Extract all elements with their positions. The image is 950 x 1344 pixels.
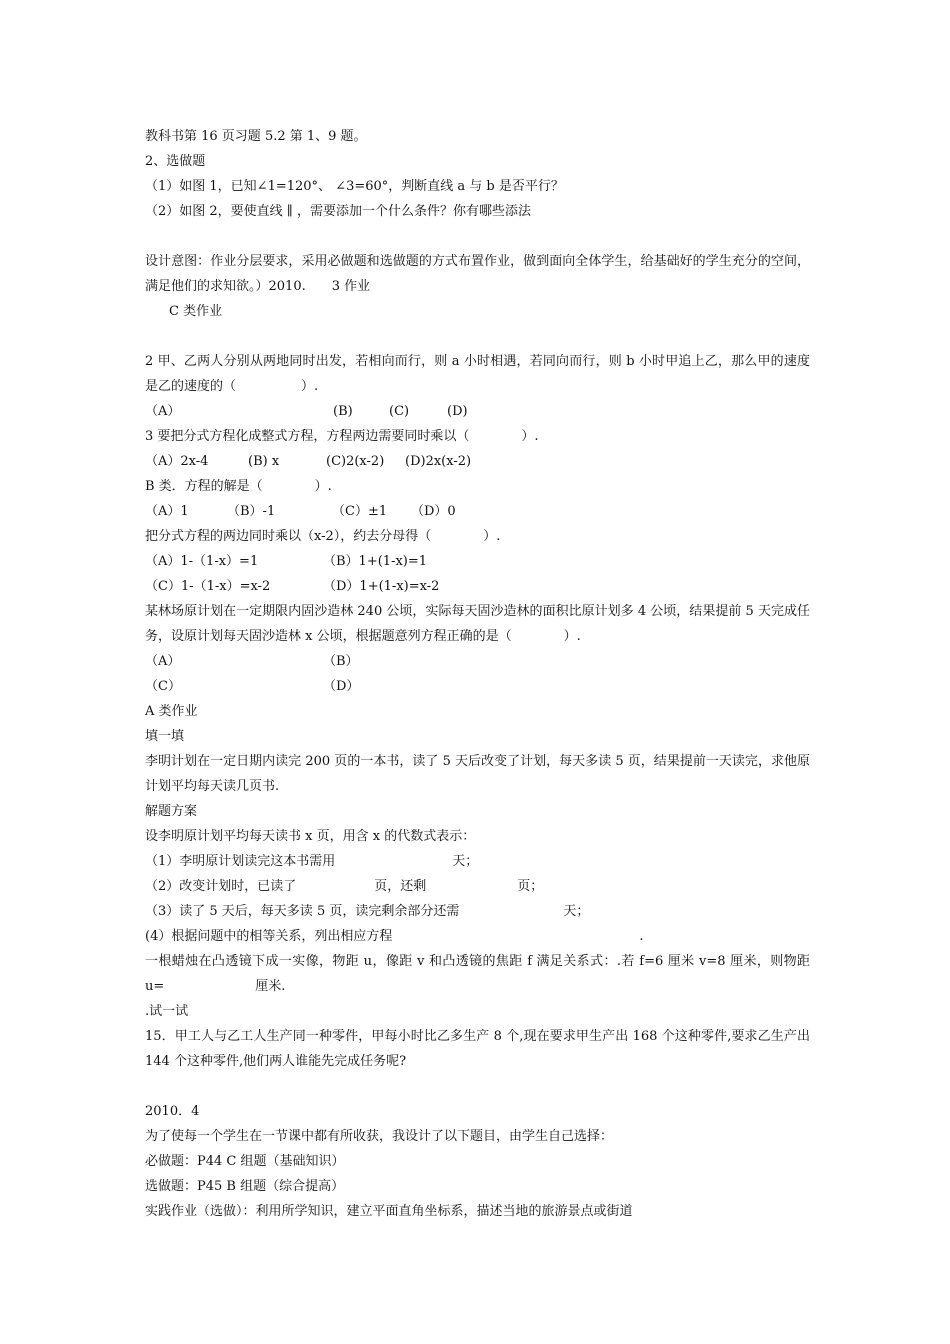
question-d-text: 某林场原计划在一定期限内固沙造林 240 公顷，实际每天固沙造林的面积比原计划多 4 公顷，结果提前 5 天完成任务，设原计划每天固沙造林 x 公顷，根据题意列方程正确的是（ ）.: [145, 604, 810, 644]
solution-plan-intro: 设李明原计划平均每天读书 x 页，用含 x 的代数式表示：: [145, 829, 476, 844]
question-2-options: [145, 399, 810, 424]
spacer: [145, 224, 810, 249]
option-d: （D）0: [411, 504, 456, 519]
question-15: 15．甲工人与乙工人生产同一种零件，甲每小时比乙多生产 8 个,现在要求甲生产出 168 个这种零件,要求乙生产出 144 个这种零件,他们两人谁能先完成任务呢?: [145, 1029, 810, 1069]
option-a: （A）: [145, 404, 181, 419]
question-b-options: [145, 499, 810, 524]
a-class-homework-heading: A 类作业: [145, 704, 198, 719]
optional-question-1: （1）如图 1，已知∠1=120°、 ∠3=60°，判断直线 a 与 b 是否平行？: [145, 179, 564, 194]
solution-plan-heading: 解题方案: [145, 804, 198, 819]
option-a: （A）: [145, 654, 181, 669]
spacer: [145, 1074, 810, 1099]
question-c-text: 把分式方程的两边同时乘以（x-2），约去分母得（ ）.: [145, 529, 501, 544]
question-c-options-row-1: [145, 549, 810, 574]
question-3-options: [145, 449, 810, 474]
question-b-text: B 类．方程的解是（ ）.: [145, 479, 332, 494]
question-c-options-row-2: [145, 574, 810, 599]
option-b: (B): [333, 404, 353, 419]
solution-step-4: (4）根据问题中的相等关系，列出相应方程 .: [145, 929, 644, 944]
option-d: (D)2x(x-2): [405, 454, 472, 469]
lens-problem: 一根蜡烛在凸透镜下成一实像，物距 u，像距 v 和凸透镜的焦距 f 满足关系式：.若 f=6 厘米 v=8 厘米，则物距 u= 厘米.: [145, 954, 810, 994]
solution-step-3: （3）读了 5 天后，每天多读 5 页，读完剩余部分还需 天；: [145, 904, 590, 919]
document-body: [145, 124, 810, 1224]
option-b: （B）1+(1-x)=1: [323, 554, 428, 569]
question-2-text: 2 甲、乙两人分别从两地同时出发，若相向而行，则 a 小时相遇，若同向而行，则 b 小时甲追上乙，那么甲的速度是乙的速度的（ ）.: [145, 354, 810, 394]
question-3-text: 3 要把分式方程化成整式方程，方程两边需要同时乘以（ ）.: [145, 429, 539, 444]
optional-question-2: （2）如图 2，要使直线 ∥ ，需要添加一个什么条件？你有哪些添法: [145, 204, 531, 219]
option-a: （A）1-（1-x）=1: [145, 554, 259, 569]
optional-questions-heading: 2、选做题: [145, 154, 206, 169]
option-a: （A）1: [145, 504, 189, 519]
required-questions: 必做题：P44 C 组题（基础知识）: [145, 1154, 345, 1169]
practice-homework: 实践作业（选做）：利用所学知识，建立平面直角坐标系，描述当地的旅游景点或街道: [145, 1204, 633, 1219]
li-ming-problem: 李明计划在一定日期内读完 200 页的一本书，读了 5 天后改变了计划，每天多读 5 页，结果提前一天读完，求他原计划平均每天读几页书.: [145, 754, 810, 794]
solution-step-2: （2）改变计划时，已读了 页，还剩 页；: [145, 879, 544, 894]
fill-in-heading: 填一填: [145, 729, 185, 744]
option-c: （C）1-（1-x）=x-2: [145, 579, 271, 594]
option-b: （B）-1: [227, 504, 276, 519]
option-b: （B）: [323, 654, 359, 669]
option-c: （C）±1: [332, 504, 388, 519]
spacer: [145, 324, 810, 349]
option-d: （D）1+(1-x)=x-2: [323, 579, 440, 594]
optional-questions: 选做题：P45 B 组题（综合提高）: [145, 1179, 345, 1194]
try-it-heading: .试一试: [145, 1004, 189, 1019]
option-d: （D）: [323, 679, 360, 694]
option-c: (C): [389, 404, 410, 419]
option-a: （A）2x-4: [145, 454, 209, 469]
solution-step-1: （1）李明原计划读完这本书需用 天；: [145, 854, 479, 869]
date-line: 2010．4: [145, 1104, 200, 1119]
option-c: （C）: [145, 679, 181, 694]
option-b: (B) x: [248, 454, 280, 469]
question-d-options-row-1: [145, 649, 810, 674]
option-d: (D): [447, 404, 468, 419]
textbook-homework-line: 教科书第 16 页习题 5.2 第 1、9 题。: [145, 129, 367, 144]
design-intent-paragraph: 设计意图：作业分层要求，采用必做题和选做题的方式布置作业，做到面向全体学生，给基础好的学生充分的空间，满足他们的求知欲。）2010. 3 作业: [145, 254, 810, 294]
intro-line: 为了使每一个学生在一节课中都有所收获，我设计了以下题目，由学生自己选择：: [145, 1129, 614, 1144]
option-c: (C)2(x-2): [326, 454, 385, 469]
question-d-options-row-2: [145, 674, 810, 699]
c-class-homework-heading: C 类作业: [169, 304, 223, 319]
